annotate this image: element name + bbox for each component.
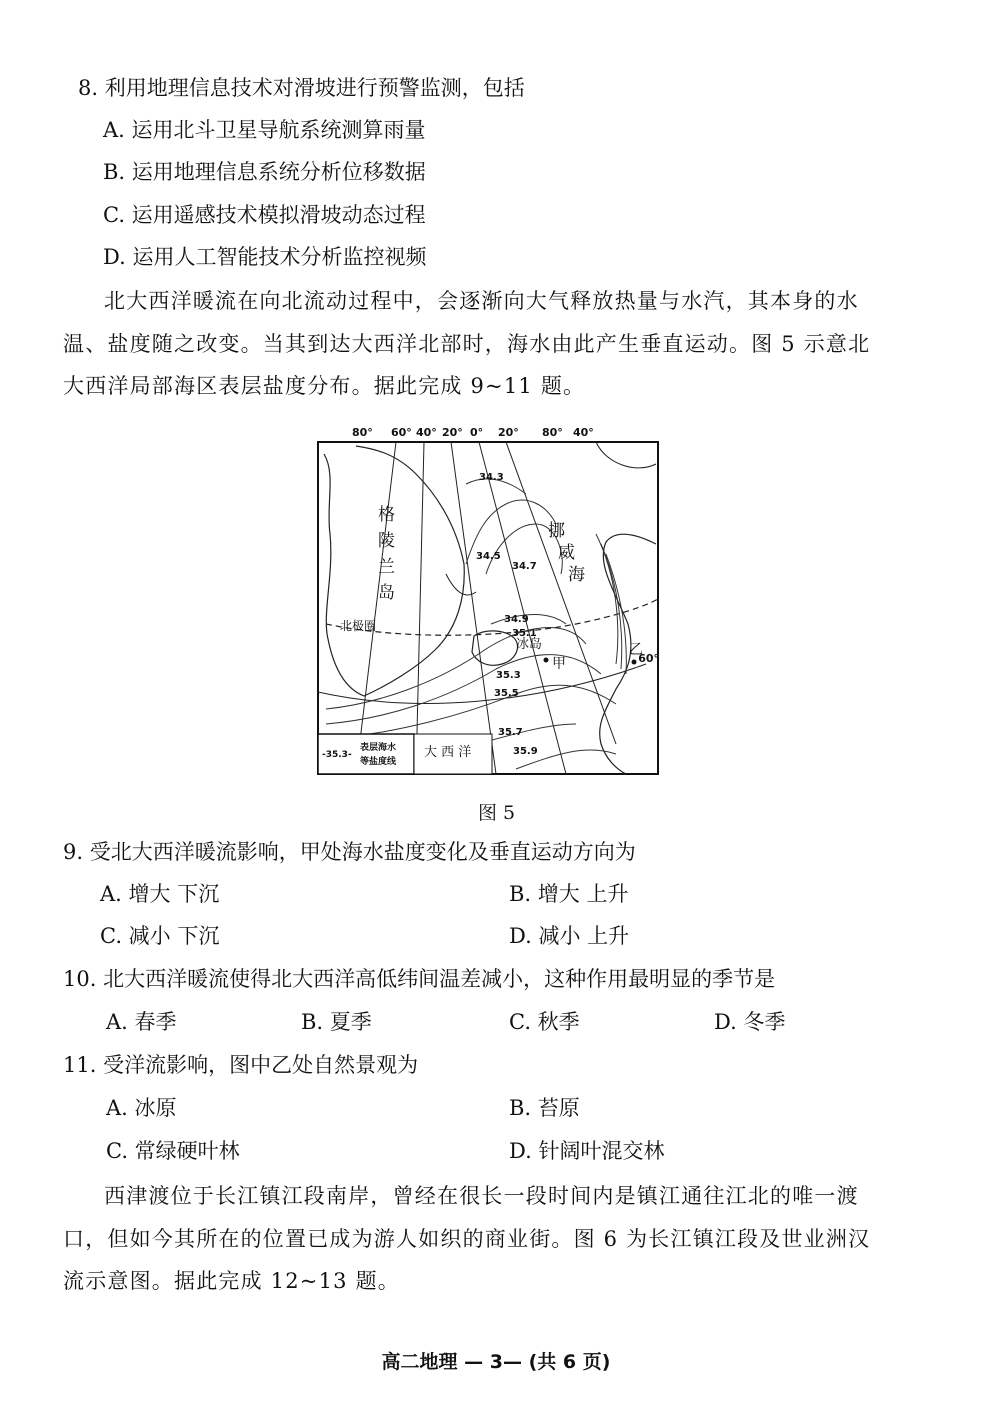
passage1-line3: 大西洋局部海区表层盐度分布。据此完成 9~11 题。 xyxy=(63,374,586,398)
passage2-line2: 口，但如今其所在的位置已成为游人如织的商业街。图 6 为长江镇江段及世业洲汉 xyxy=(63,1227,871,1251)
q8-option-a: A. 运用北斗卫星导航系统测算雨量 xyxy=(103,118,426,142)
q8-option-d: D. 运用人工智能技术分析监控视频 xyxy=(103,245,427,269)
q11-stem: 11. 受洋流影响，图中乙处自然景观为 xyxy=(63,1053,419,1077)
legend-line1: 表层海水 xyxy=(360,743,397,753)
lon-label: 60° xyxy=(391,426,412,439)
greenland-label: 岛 xyxy=(378,583,395,603)
point-yi-label: 乙 xyxy=(629,642,643,658)
isohaline-label: 34.9 xyxy=(504,614,529,625)
isohaline-label: 35.3 xyxy=(496,670,521,681)
meridians xyxy=(356,442,616,774)
q9-option-a: A. 增大 下沉 xyxy=(100,882,220,906)
passage2-line3: 流示意图。据此完成 12~13 题。 xyxy=(63,1269,400,1293)
lon-label: 40° xyxy=(416,426,437,439)
passage1-line2: 温、盐度随之改变。当其到达大西洋北部时，海水由此产生垂直运动。图 5 示意北 xyxy=(63,332,871,356)
q10-option-b: B. 夏季 xyxy=(301,1010,372,1034)
lon-label: 80° xyxy=(352,426,373,439)
isohaline-labels xyxy=(476,472,538,757)
norwegian-sea-label: 海 xyxy=(568,565,585,585)
isohaline-label: 34.7 xyxy=(512,561,537,572)
figure-caption: 图 5 xyxy=(478,802,516,824)
lon-label: 80° xyxy=(542,426,563,439)
isohaline-label: 35.9 xyxy=(513,746,538,757)
map-top-labels xyxy=(352,426,594,439)
q9-option-d: D. 减小 上升 xyxy=(509,924,630,948)
point-jia-dot xyxy=(544,658,549,663)
q8-stem: 8. 利用地理信息技术对滑坡进行预警监测，包括 xyxy=(78,76,525,100)
greenland-label: 陵 xyxy=(378,531,395,551)
isohaline-label: 34.5 xyxy=(476,551,501,562)
q8-option-c: C. 运用遥感技术模拟滑坡动态过程 xyxy=(103,203,426,227)
norwegian-sea-label: 威 xyxy=(558,543,575,563)
point-yi-dot xyxy=(632,660,637,665)
greenland-label: 格 xyxy=(378,505,395,525)
isohaline-label: 34.3 xyxy=(479,472,504,483)
q9-option-b: B. 增大 上升 xyxy=(509,882,629,906)
q11-option-b: B. 苔原 xyxy=(509,1096,580,1120)
q9-stem: 9. 受北大西洋暖流影响，甲处海水盐度变化及垂直运动方向为 xyxy=(63,840,636,864)
isohaline-label: 35.7 xyxy=(498,727,523,738)
q10-option-d: D. 冬季 xyxy=(714,1010,786,1034)
q10-option-a: A. 春季 xyxy=(106,1010,177,1034)
passage1-line1: 北大西洋暖流在向北流动过程中，会逐渐向大气释放热量与水汽，其本身的水 xyxy=(104,289,859,313)
iceland-label: 冰岛 xyxy=(516,637,543,652)
lon-label: 40° xyxy=(573,426,594,439)
isohaline-label: 35.5 xyxy=(494,688,519,699)
q9-option-c: C. 减小 下沉 xyxy=(100,924,220,948)
isohaline-label: 35.1 xyxy=(512,628,537,639)
point-jia-label: 甲 xyxy=(552,656,566,672)
lon-label: 20° xyxy=(498,426,519,439)
legend-line2: 等盐度线 xyxy=(360,757,397,767)
salinity-map xyxy=(316,424,660,776)
map-frame xyxy=(318,442,658,774)
lat-60-label: 60° xyxy=(638,652,659,665)
lon-label: 0° xyxy=(470,426,484,439)
greenland-label: 兰 xyxy=(378,557,395,577)
page-footer: 高二地理 — 3— (共 6 页) xyxy=(381,1351,611,1373)
atlantic-label: 大 西 洋 xyxy=(424,745,472,760)
norwegian-sea-label: 挪 xyxy=(548,521,565,541)
arctic-circle-label: 北极圈 xyxy=(340,619,377,633)
lon-label: 20° xyxy=(442,426,463,439)
q8-option-b: B. 运用地理信息系统分析位移数据 xyxy=(103,160,426,184)
q11-option-a: A. 冰原 xyxy=(106,1096,177,1120)
q10-stem: 10. 北大西洋暖流使得北大西洋高低纬间温差减小，这种作用最明显的季节是 xyxy=(63,967,776,991)
q11-option-c: C. 常绿硬叶林 xyxy=(106,1139,240,1163)
q11-option-d: D. 针阔叶混交林 xyxy=(509,1139,665,1163)
q10-option-c: C. 秋季 xyxy=(509,1010,580,1034)
passage2-line1: 西津渡位于长江镇江段南岸，曾经在很长一段时间内是镇江通往江北的唯一渡 xyxy=(104,1184,859,1208)
legend-value: -35.3- xyxy=(322,750,352,760)
